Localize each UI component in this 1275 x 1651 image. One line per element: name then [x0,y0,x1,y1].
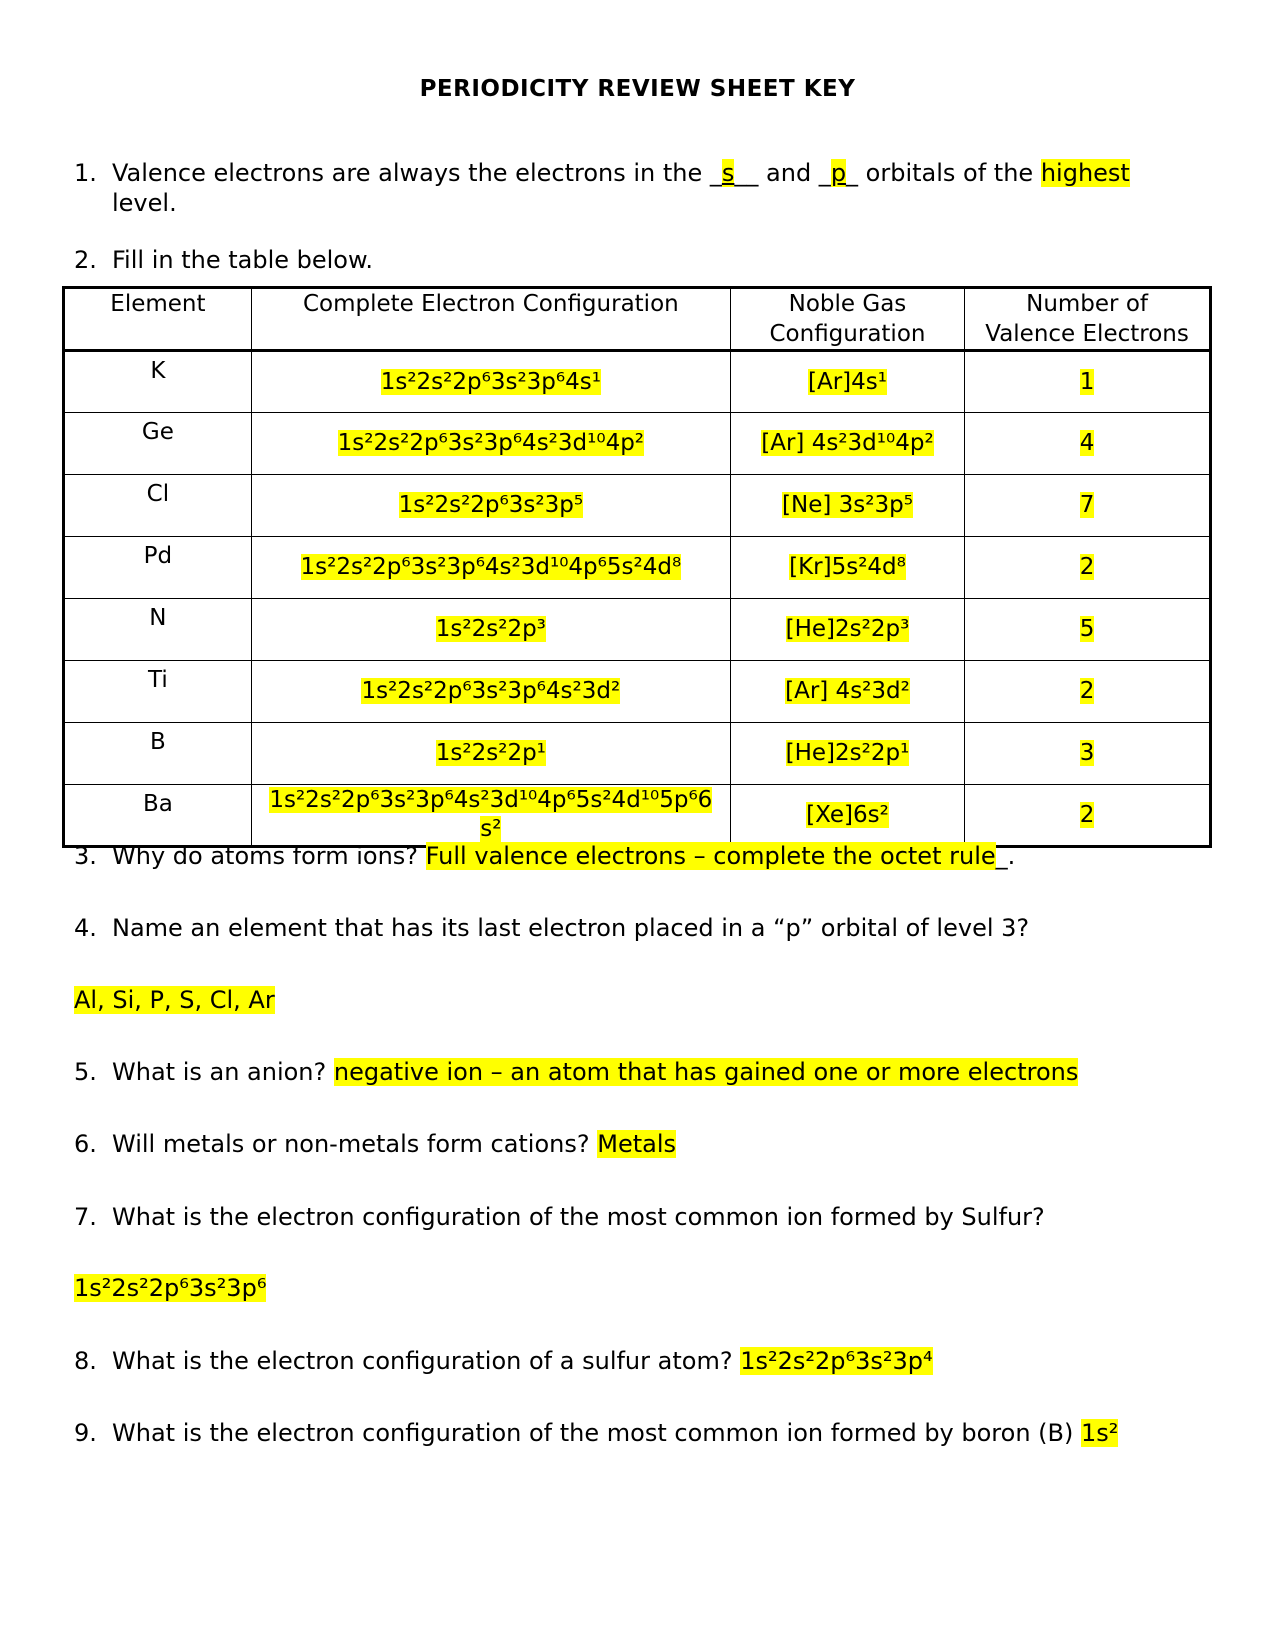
answer-highlight: 1s²2s²2p⁶3s²3p⁴ [740,1347,933,1375]
question-text: Fill in the table below. [112,246,374,274]
answer-highlight: negative ion – an atom that has gained one or more electrons [333,1058,1079,1086]
question-9 [74,1418,1118,1448]
question-text: What is the electron configuration of the most common ion formed by Sulfur? [112,1203,1045,1231]
question-number: 7. [74,1203,97,1231]
answer-highlight: Metals [597,1130,677,1158]
noble-config-cell [730,351,964,413]
element-cell: B [64,723,252,785]
element-cell: K [64,351,252,413]
header-line: Noble Gas [788,291,907,317]
valence-cell [965,723,1211,785]
noble-config-cell [730,723,964,785]
noble-config-cell [730,599,964,661]
complete-config-cell [251,723,730,785]
answer-4 [74,985,275,1015]
header-noble-gas-configuration [730,288,964,351]
element-cell: Ge [64,413,252,475]
question-text: Why do atoms form ions? [112,842,426,870]
valence-cell [965,413,1211,475]
answer-highlight: 1s²2s²2p³ [435,616,546,642]
answer-highlight: 1s²2s²2p⁶3s²3p⁶4s²3d² [361,678,621,704]
answer-highlight: [Ne] 3s²3p⁵ [782,492,913,518]
answer-blank-s: s [721,159,735,187]
question-8 [74,1346,933,1376]
question-4 [74,913,1029,943]
table-row [64,475,1211,537]
table-row [64,351,1211,413]
noble-config-cell [730,475,964,537]
complete-config-cell [251,537,730,599]
answer-highlight: [Ar]4s¹ [807,368,887,395]
answer-highlight: 4 [1079,430,1095,456]
answer-highlight: 1s²2s²2p⁶3s²3p⁶4s²3d¹⁰4p⁶5s²4d¹⁰5p⁶6s² [269,787,713,842]
table-row [64,599,1211,661]
question-7 [74,1202,1045,1232]
answer-highlight: 7 [1079,492,1095,518]
answer-highlight: Al, Si, P, S, Cl, Ar [74,986,275,1014]
answer-highlight: 5 [1079,616,1095,642]
question-number: 4. [74,914,97,942]
answer-highlight: [Ar] 4s²3d² [785,678,910,704]
question-3 [74,841,1015,871]
header-valence-electrons [965,288,1211,351]
element-cell: N [64,599,252,661]
complete-config-cell [251,599,730,661]
question-number: 1. [74,159,97,187]
complete-config-cell [251,785,730,847]
answer-blank-p: p [830,159,847,187]
question-number: 3. [74,842,97,870]
header-line: Valence Electrons [985,321,1189,347]
noble-config-cell [730,661,964,723]
complete-config-cell [251,351,730,413]
element-cell: Pd [64,537,252,599]
question-text: What is an anion? [112,1058,334,1086]
question-number: 9. [74,1419,97,1447]
table-row [64,537,1211,599]
valence-cell [965,599,1211,661]
noble-config-cell [730,413,964,475]
question-text: Name an element that has its last electron placed in a “p” orbital of level 3? [112,914,1030,942]
complete-config-cell [251,661,730,723]
answer-highlight: 1s² [1081,1419,1119,1447]
question-text: Valence electrons are always the electrons in the _ [112,159,722,187]
valence-cell [965,537,1211,599]
valence-cell [965,475,1211,537]
element-cell: Ti [64,661,252,723]
answer-highlight: 2 [1079,554,1095,580]
answer-highlight: 1 [1079,368,1095,395]
question-5 [74,1057,1078,1087]
question-text: Will metals or non-metals form cations? [112,1130,598,1158]
answer-highlight: 1s²2s²2p⁶3s²3p⁶ [74,1274,267,1302]
answer-highlight: [Kr]5s²4d⁸ [789,554,906,580]
answer-highlight: [Xe]6s² [806,801,889,828]
page-title: PERIODICITY REVIEW SHEET KEY [419,76,856,102]
question-text: _. [995,842,1016,870]
answer-highlight: [He]2s²2p¹ [785,740,910,766]
question-number: 6. [74,1130,97,1158]
question-number: 2. [74,246,97,274]
header-line: Configuration [769,321,926,347]
table-row [64,723,1211,785]
header-element: Element [64,288,252,351]
answer-highlight: highest [1040,159,1130,187]
question-text-continued: level. [112,189,177,217]
element-cell: Cl [64,475,252,537]
answer-highlight: 1s²2s²2p⁶3s²3p⁶4s¹ [380,368,601,395]
answer-highlight: [He]2s²2p³ [785,616,910,642]
answer-highlight: 2 [1079,801,1095,828]
question-text: What is the electron configuration of a sulfur atom? [112,1347,741,1375]
question-number: 5. [74,1058,97,1086]
question-number: 8. [74,1347,97,1375]
answer-highlight: 2 [1079,678,1095,704]
complete-config-cell [251,413,730,475]
question-1 [74,158,1130,218]
question-text: _ orbitals of the [846,159,1041,187]
complete-config-cell [251,475,730,537]
valence-cell [965,785,1211,847]
table-header-row [64,288,1211,351]
table-row [64,661,1211,723]
question-text: What is the electron configuration of the most common ion formed by boron (B) [112,1419,1081,1447]
header-complete-configuration: Complete Electron Configuration [251,288,730,351]
element-cell: Ba [64,785,252,847]
question-6 [74,1129,676,1159]
table-row [64,785,1211,847]
question-text: __ and _ [734,159,831,187]
question-2 [74,245,373,275]
electron-configuration-table [62,286,1212,848]
answer-highlight: 1s²2s²2p¹ [435,740,546,766]
answer-highlight: Full valence electrons – complete the octet rule [425,842,996,870]
header-line: Number of [1026,291,1148,317]
answer-highlight: [Ar] 4s²3d¹⁰4p² [761,430,934,456]
answer-7 [74,1273,266,1303]
valence-cell [965,351,1211,413]
noble-config-cell [730,785,964,847]
table-row [64,413,1211,475]
answer-highlight: 1s²2s²2p⁶3s²3p⁵ [398,492,584,518]
answer-highlight: 3 [1079,740,1095,766]
noble-config-cell [730,537,964,599]
answer-highlight: 1s²2s²2p⁶3s²3p⁶4s²3d¹⁰4p⁶5s²4d⁸ [300,554,682,580]
valence-cell [965,661,1211,723]
answer-highlight: 1s²2s²2p⁶3s²3p⁶4s²3d¹⁰4p² [337,430,645,456]
